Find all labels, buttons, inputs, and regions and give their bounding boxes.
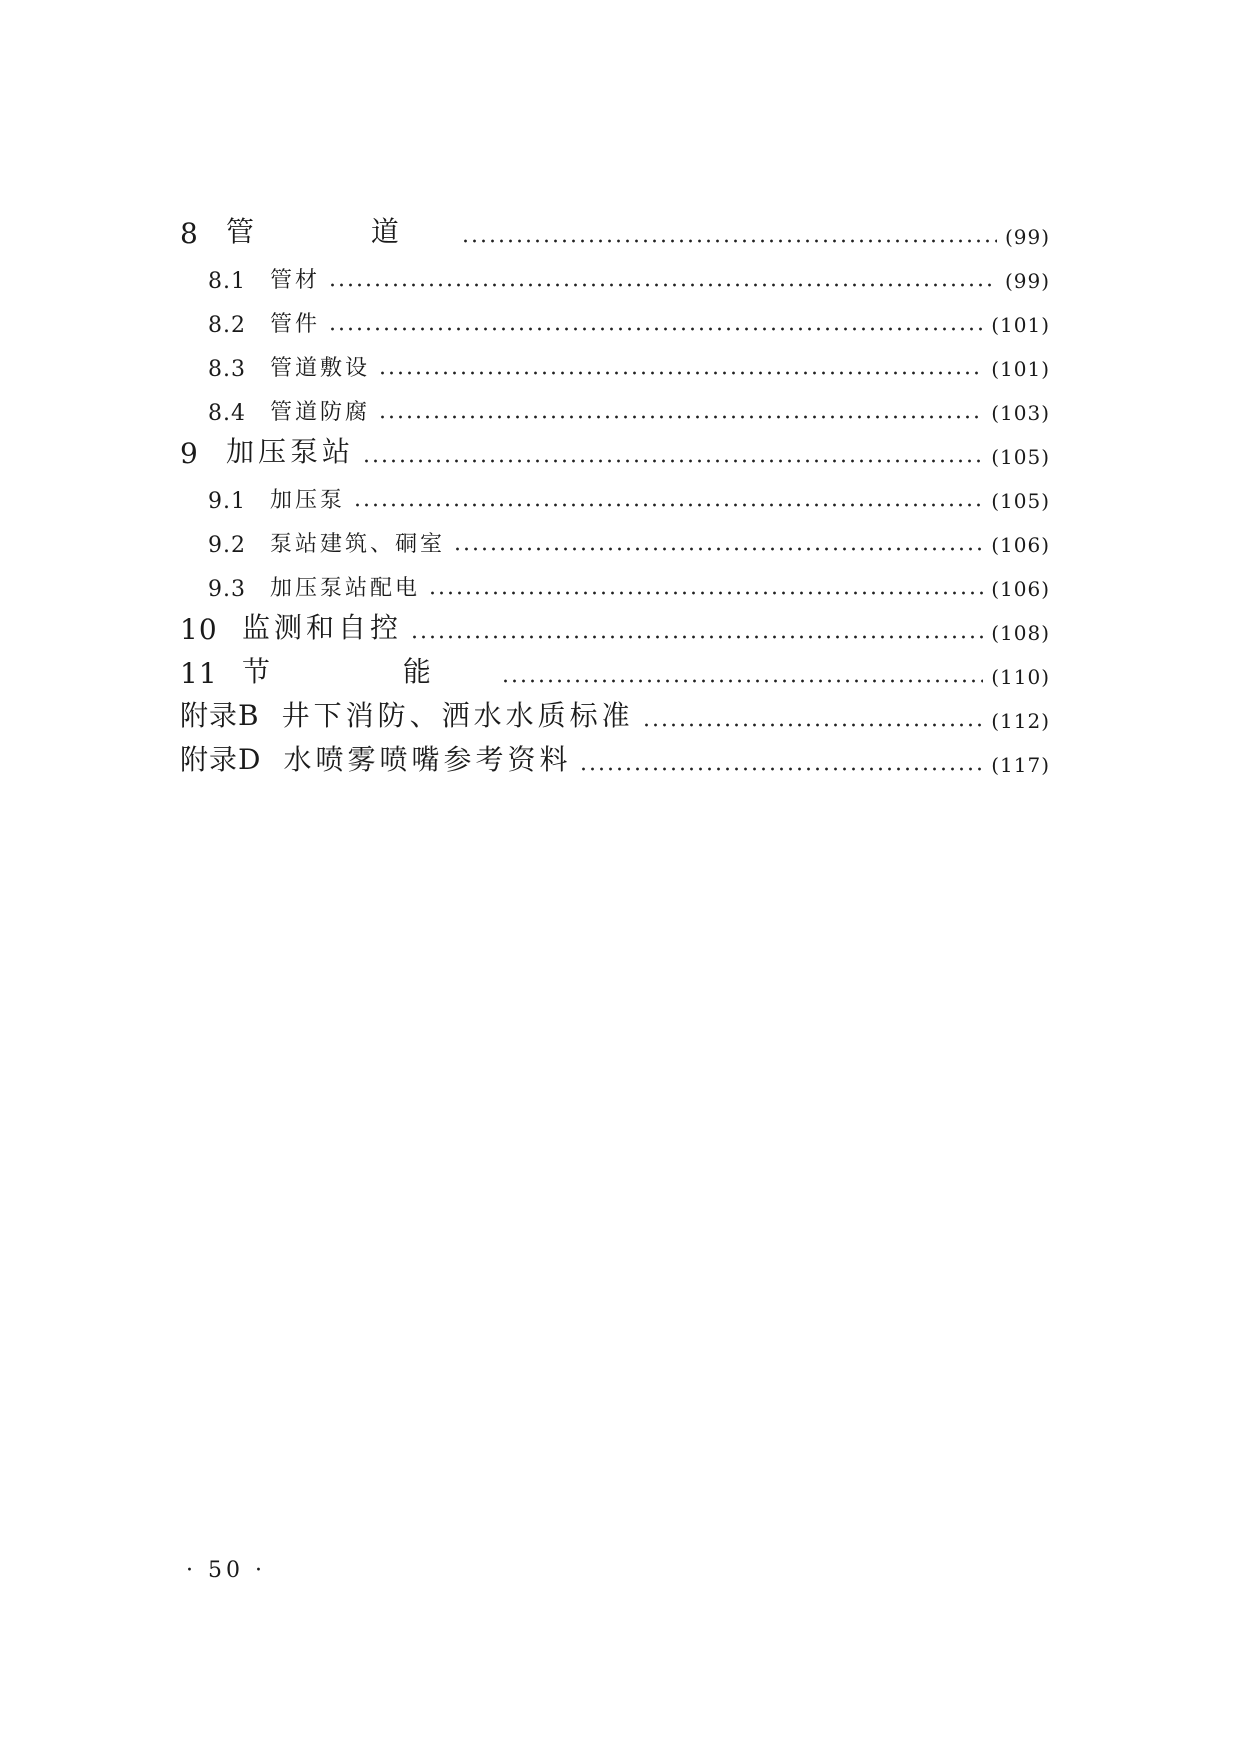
toc-entry-title: 加压泵站 [226, 435, 355, 468]
dot-leader [501, 678, 983, 684]
toc-entry-9-2[interactable] [180, 514, 1050, 558]
toc-entry-page: (101) [991, 357, 1050, 381]
toc-entry-title: 泵站建筑、硐室 [270, 532, 446, 557]
toc-entry-number: 附录B [180, 699, 260, 732]
dot-leader [642, 722, 984, 728]
toc-entry-appendix-b[interactable] [180, 690, 1050, 734]
toc-entry-8-4[interactable] [180, 382, 1050, 426]
toc-entry-8[interactable] [180, 206, 1050, 250]
toc-entry-page: (112) [991, 709, 1050, 733]
toc-entry-page: (108) [991, 621, 1050, 645]
toc-entry-title: 管 道 [226, 215, 453, 248]
toc-entry-9[interactable] [180, 426, 1050, 470]
dot-leader [378, 370, 983, 376]
toc-entry-number: 9 [180, 437, 199, 470]
toc-entry-page: (106) [991, 577, 1050, 601]
toc-entry-page: (117) [991, 753, 1050, 777]
toc-entry-title: 水喷雾喷嘴参考资料 [283, 743, 572, 776]
toc-entry-8-2[interactable] [180, 294, 1050, 338]
toc-entry-title: 管材 [270, 268, 321, 293]
toc-entry-title: 节 能 [242, 655, 493, 688]
toc-entry-title: 井下消防、洒水水质标准 [281, 699, 634, 732]
toc-entry-number: 10 [180, 613, 218, 646]
toc-entry-title: 加压泵站配电 [270, 576, 421, 601]
dot-leader [362, 458, 983, 464]
table-of-contents [180, 206, 1050, 778]
dot-leader [378, 414, 983, 420]
toc-entry-title: 管道敷设 [270, 356, 371, 381]
dot-leader [461, 238, 997, 244]
toc-entry-9-3[interactable] [180, 558, 1050, 602]
toc-entry-page: (103) [991, 401, 1050, 425]
toc-entry-page: (110) [991, 665, 1050, 689]
page-number: · 50 · [186, 1558, 266, 1583]
toc-entry-number: 8.3 [208, 357, 246, 382]
toc-entry-number: 附录D [180, 743, 262, 776]
toc-entry-page: (106) [991, 533, 1050, 557]
toc-entry-number: 8.2 [208, 313, 246, 338]
dot-leader [328, 326, 983, 332]
toc-entry-page: (99) [1004, 225, 1050, 249]
toc-entry-title: 管道防腐 [270, 400, 371, 425]
toc-entry-number: 9.2 [208, 533, 246, 558]
toc-entry-8-3[interactable] [180, 338, 1050, 382]
toc-entry-page: (105) [991, 445, 1050, 469]
dot-leader [328, 282, 997, 288]
toc-entry-number: 8.4 [208, 401, 246, 426]
toc-entry-number: 8 [180, 217, 199, 250]
toc-entry-11[interactable] [180, 646, 1050, 690]
toc-entry-number: 8.1 [208, 269, 246, 294]
toc-entry-number: 9.3 [208, 577, 246, 602]
toc-entry-page: (105) [991, 489, 1050, 513]
toc-entry-appendix-d[interactable] [180, 734, 1050, 778]
toc-entry-8-1[interactable] [180, 250, 1050, 294]
toc-entry-title: 管件 [270, 312, 321, 337]
toc-entry-title: 监测和自控 [242, 611, 403, 644]
toc-entry-page: (101) [991, 313, 1050, 337]
toc-entry-page: (99) [1004, 269, 1050, 293]
dot-leader [579, 766, 983, 772]
dot-leader [410, 634, 983, 640]
dot-leader [453, 546, 983, 552]
toc-entry-title: 加压泵 [270, 488, 346, 513]
toc-entry-number: 11 [180, 657, 218, 690]
dot-leader [353, 502, 983, 508]
dot-leader [428, 590, 983, 596]
toc-entry-number: 9.1 [208, 489, 246, 514]
toc-entry-9-1[interactable] [180, 470, 1050, 514]
toc-entry-10[interactable] [180, 602, 1050, 646]
